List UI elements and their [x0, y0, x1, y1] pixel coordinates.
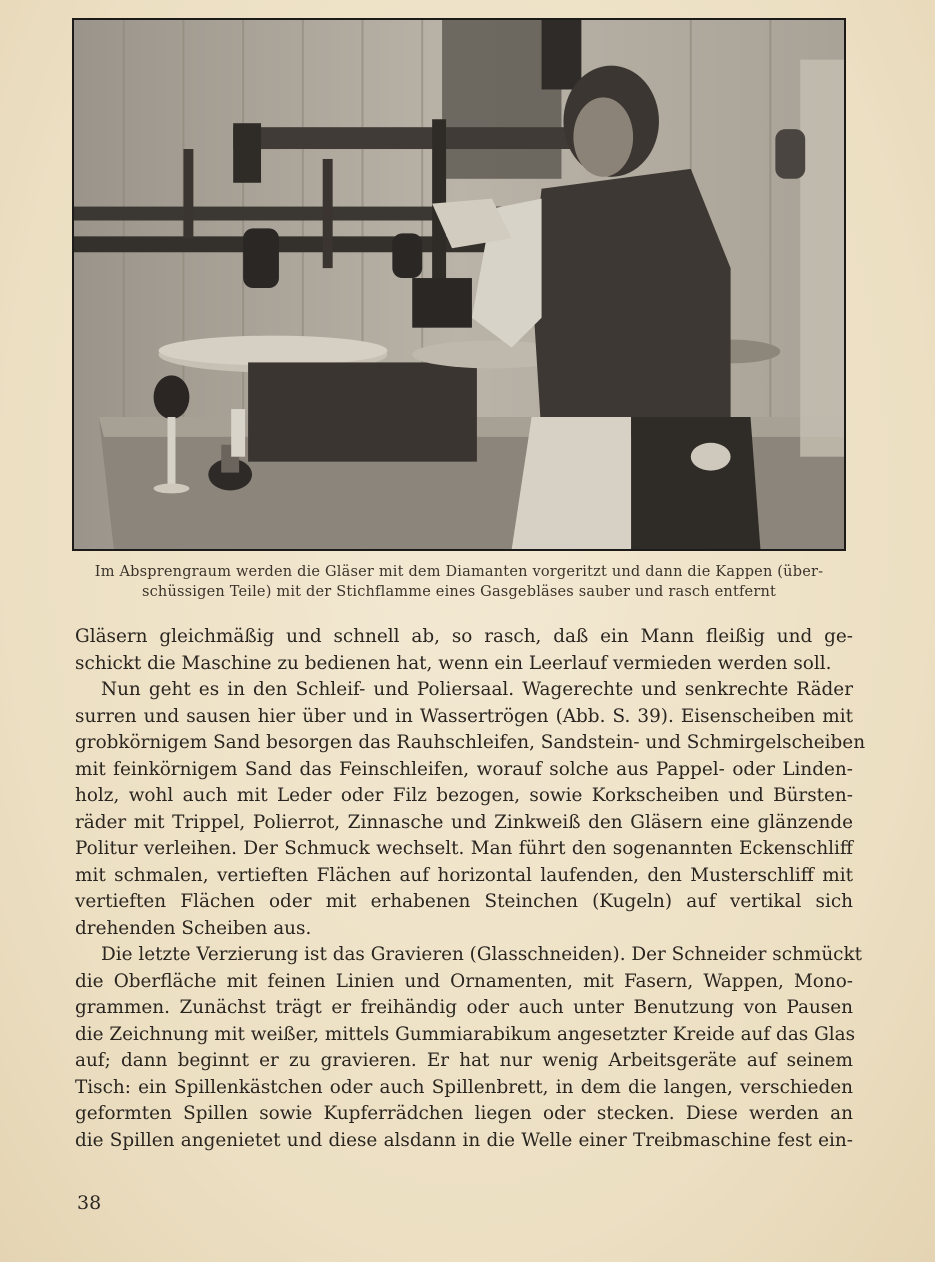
text-line: mit schmalen, vertieften Flächen auf horizontal laufenden, den Musterschliff mit: [75, 864, 853, 886]
text-line: räder mit Trippel, Polierrot, Zinnasche und Zinkweiß den Gläsern eine glänzende: [75, 811, 853, 833]
text-line: Gläsern gleichmäßig und schnell ab, so rasch, daß ein Mann fleißig und ge-: [75, 626, 853, 647]
text-line: surren und sausen hier über und in Wassertrögen (Abb. S. 39). Eisenscheiben mit: [75, 705, 853, 727]
text-line: Politur verleihen. Der Schmuck wechselt. Man führt den sogenannten Eckenschliff: [75, 838, 853, 859]
photo-caption: [72, 562, 846, 602]
text-line: schickt die Maschine zu bedienen hat, wenn ein Leerlauf vermieden werden soll.: [75, 652, 832, 674]
body-text: [75, 624, 866, 1154]
photograph: [72, 18, 846, 551]
text-line: Tisch: ein Spillenkästchen oder auch Spillenbrett, in dem die langen, verschieden: [75, 1076, 853, 1098]
text-line: die Zeichnung mit weißer, mittels Gummiarabikum angesetzter Kreide auf das Glas: [75, 1023, 856, 1045]
text-line: drehenden Scheiben aus.: [75, 917, 312, 939]
text-line: vertieften Flächen oder mit erhabenen Steinchen (Kugeln) auf vertikal sich: [75, 891, 853, 912]
page-number: 38: [77, 1192, 102, 1214]
text-line: geformten Spillen sowie Kupferrädchen liegen oder stecken. Diese werden an: [75, 1103, 853, 1124]
caption-line-1: Im Absprengraum werden die Gläser mit dem Diamanten vorgeritzt und dann die Kappen (über-: [94, 564, 824, 580]
photo-image: [74, 20, 844, 549]
text-line: auf; dann beginnt er zu gravieren. Er hat nur wenig Arbeitsgeräte auf seinem: [75, 1050, 853, 1071]
text-line: mit feinkörnigem Sand das Feinschleifen, worauf solche aus Pappel- oder Linden-: [75, 758, 853, 780]
text-line: die Spillen angenietet und diese alsdann in die Welle einer Treibmaschine fest ein-: [75, 1129, 853, 1151]
text-line: die Oberfläche mit feinen Linien und Ornamenten, mit Fasern, Wappen, Mono-: [75, 970, 853, 992]
text-line: Nun geht es in den Schleif- und Poliersaal. Wagerechte und senkrechte Räder: [101, 679, 853, 700]
caption-line-2: schüssigen Teile) mit der Stichflamme eines Gasgebläses sauber und rasch entfernt: [141, 584, 777, 600]
text-line: Die letzte Verzierung ist das Gravieren (Glasschneiden). Der Schneider schmückt: [101, 944, 863, 965]
text-line: grobkörnigem Sand besorgen das Rauhschleifen, Sandstein- und Schmirgelscheiben: [75, 732, 866, 753]
text-line: grammen. Zunächst trägt er freihändig oder auch unter Benutzung von Pausen: [75, 997, 853, 1018]
text-line: holz, wohl auch mit Leder oder Filz bezogen, sowie Korkscheiben und Bürsten-: [75, 785, 853, 806]
